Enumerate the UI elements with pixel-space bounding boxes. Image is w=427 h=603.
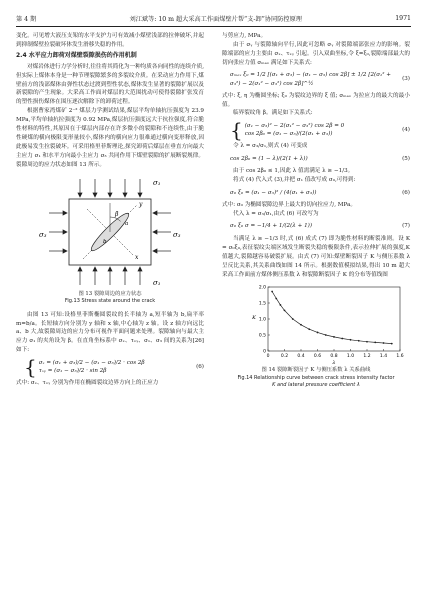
equation-4-number: (4): [402, 126, 410, 133]
sigma3-label-left: σ₃: [39, 230, 47, 239]
chart-frame: [268, 287, 400, 351]
data-point: [358, 340, 360, 342]
right-column: [222, 32, 410, 390]
equation-5: cos 2β₀ = (1 − λ)/(2(1 + λ)): [230, 155, 308, 162]
equation-4b: cos 2β₀ = (σ₁ − σ₃)/(2(σ₁ + σ₃)): [244, 130, 333, 137]
figure-14-caption-en-1: Fig.14 Relationship curve between crack stress intensity factor: [237, 374, 395, 381]
figure-14-caption-cn: 图 14 裂隙断裂因子 K 与侧压系数 λ 关系曲线: [261, 367, 371, 374]
y-tick-label: 0: [263, 350, 266, 356]
data-point: [383, 343, 385, 345]
equation-4-block: { (σ₁ − σ₃)² − 2(σ₁² − σ₃²) cos 2β = 0 cos 2β₀ = (σ₁ − σ₃)/(2(σ₁ + σ₃)) (4): [230, 117, 410, 142]
equation-3-block: [222, 69, 410, 91]
left-paragraph-5: 式中: σₓ、τₓᵧ 分别为作用在椭圆裂纹边界方向上的正应力: [16, 380, 159, 387]
x-tick-label: 1.6: [396, 354, 404, 360]
equation-6a: σₓ = (σ₁ + σ₃)/2 − (σ₁ − σ₃)/2 · cos 2β: [38, 359, 145, 366]
equation-7-block: [222, 220, 410, 234]
figure-13: [16, 173, 204, 311]
section-heading-2-4: 2.4 水平应力卸荷对煤壁裂隙损伤的作用机制: [16, 51, 137, 59]
data-point: [275, 298, 277, 300]
data-point: [374, 342, 376, 344]
semi-minor-label: b: [103, 238, 107, 245]
right-paragraph-10: 当满足 λ ≥ −1/3 时,式 (6) 成式 (7) 即为脆性材料的断裂准则。设 K = σ₀ξ₀,表征裂纹尖端区域发生断裂失稳的极限条件,表示拉伸扩展的强度,K 值越大,裂隙越容易破裂扩展。由式 (7) 可知:煤壁断裂因子 K 与侧压系数 λ 呈反比关系,其关系曲线如图 14 所示。根据数值模拟结果,得出 10 m 超大采高工作面前方煤体侧压系数 λ 和裂隙断裂因子 K 的分布等值线图: [222, 235, 410, 278]
equation-3-number: (3): [402, 76, 410, 83]
x-tick-label: 0.4: [297, 354, 305, 360]
x-tick-label: 1.2: [363, 354, 371, 360]
data-point: [279, 304, 281, 306]
data-point: [333, 336, 335, 338]
y-tick-label: 0.5: [258, 334, 266, 340]
data-point: [284, 310, 286, 312]
data-point: [271, 291, 273, 293]
crack-stress-diagram: [35, 173, 185, 291]
equation-5-block: [222, 152, 410, 166]
equation-6-block: { σₓ = (σ₁ + σ₃)/2 − (σ₁ − σ₃)/2 · cos 2β τₓᵧ = (σ₁ − σ₃)/2 · sin 2β (6): [24, 354, 204, 379]
figure-14-caption-en-2: K and lateral pressure coefficient λ: [272, 382, 360, 389]
left-paragraph-4: 由图 13 可知:设格里菲斯椭圆裂纹的长半轴为 a,短半轴为 b,扁平率 m=b/a。长短轴方向分别为 y 轴和 x 轴,中心轴为 z 轴。设 z 轴方向远比 a、b 大,故裂隙周边的应力分布可视作平面问题来处理。裂隙轴向与最大主应力 σ₁ 的夹角设为 β。在直角坐标系中 σₓ、τₓᵧ、σ₁、σ₃ 间的关系为[26]如下:: [16, 311, 204, 354]
right-paragraph-9: 代入 λ = σ₃/σ₁,由式 (6) 可改写为: [233, 210, 319, 217]
x-tick-label: 1.4: [379, 354, 388, 360]
right-paragraph-2: 由于 σᵧ 与裂隙轴向平行,因此可忽略 σᵧ 对裂隙端部张应力的影响。裂隙端部的应力主要由 σₓ、τₓᵧ 引起。引入双曲坐标,令 ξ=ξ₀,裂隙端部最大的切向张应力值 σₘₐₓ 满足如下关系式:: [222, 41, 410, 66]
issue-number: 第 4 期: [16, 15, 37, 23]
sigma3-right-arrows: [153, 211, 171, 253]
header-rule: [16, 26, 411, 27]
equation-4a: (σ₁ − σ₃)² − 2(σ₁² − σ₃²) cos 2β = 0: [244, 122, 345, 129]
data-point: [308, 329, 310, 331]
right-paragraph-8: 式中: σ₀ 为椭圆裂隙边界上最大的切向拉应力, MPa。: [222, 202, 356, 209]
y-axis-label: K: [252, 315, 256, 322]
x-tick-label: 0: [266, 354, 270, 360]
series-line: [272, 292, 392, 344]
equation-6r: σ₀ ξ₀ = (σ₁ − σ₃)² / (4(σ₁ + σ₃)): [230, 189, 317, 196]
page-number: 1971: [395, 14, 411, 22]
right-paragraph-4: 临界裂纹角 β。满足如下关系式:: [233, 110, 313, 117]
figure-14: [222, 281, 410, 367]
x-tick-label: 0.6: [313, 354, 322, 360]
equation-6r-block: [222, 186, 410, 200]
y-axis-label: y: [139, 200, 143, 208]
sigma1-label-top: σ₁: [153, 178, 161, 187]
left-paragraph-1: 变化。可见增大液压支架的水平支护力可有效减小煤壁浅部的拉伸破坏,并起到抑制煤壁拉裂破坏体发生滑移失稳的作用。: [16, 33, 204, 48]
data-point: [366, 341, 368, 343]
right-paragraph-5: 令 λ = σ₃/σ₁,则式 (4) 可变成: [233, 143, 308, 150]
equation-7: σ₀ ξ₀ σ = −1/4 + 1/(2(λ + 1)): [230, 223, 313, 230]
right-paragraph-6: 由于 cos 2β₀ ≤ 1,因此 λ 值需满足 λ ≥ −1/3。: [233, 168, 354, 175]
data-point: [341, 338, 343, 340]
beta-label: β: [115, 210, 119, 218]
sigma1-label-bottom: σ₁: [153, 278, 161, 287]
y-tick-label: 1.0: [258, 318, 266, 324]
running-header: [16, 12, 411, 24]
k-lambda-chart: [222, 281, 410, 367]
sigma1-top-arrows: [78, 179, 142, 197]
equation-6r-number: (6): [402, 189, 410, 196]
running-title: 刘江斌等: 10 m 超大采高工作面煤壁片帮“支-卸”协同防控原理: [129, 15, 302, 23]
x-tick-label: 0.8: [330, 354, 338, 360]
x-axis-label: x: [135, 253, 139, 261]
equation-5-number: (5): [402, 155, 410, 162]
sigma3-label-right: σ₃: [173, 230, 181, 239]
data-point: [317, 332, 319, 334]
left-paragraph-3: 根据曹家湾煤矿 2⁻² 煤层力学测试结果,煤层平均单轴抗压强度为 23.9 MPa,平均单轴抗拉强度为 0.92 MPa,煤层抗压强度远大于抗拉强度,符合脆性材料的特性,其原因在于煤层内部存在许多微小的裂隙和不连续性,由于脆性硬煤的横向极限变形量较小,煤体内的横向应力很难通过横向变形释放,因此极易发生拉裂破坏。可采用格里菲斯理论,探究卸荷后煤层在垂直方向最大主应力 σ₁ 和水平方向最小主应力 σ₃ 共同作用下煤壁裂隙的扩展断裂规律。裂隙周边的应力状态如图 13 所示。: [16, 108, 204, 168]
data-point: [292, 319, 294, 321]
y-tick-label: 2.0: [258, 286, 266, 292]
left-column: [16, 32, 204, 388]
right-paragraph-7: 将式 (4) 代入式 (3),并把 σ₁ 值改写成 σ₀,可得到:: [233, 177, 356, 184]
figure-13-caption-en: Fig.13 Stress state around the crack: [64, 298, 156, 304]
right-paragraph-1: 与剪应力, MPa。: [222, 33, 267, 39]
left-paragraph-2: 对煤岩体进行力学分析时,往往将其简化为一种均质各向同性的连续介质,但实际上煤体本身是一种节理裂隙繁多的多裂纹介质。在采动应力作用下,煤壁前方的浅部煤体由弹性状态过渡到塑性状态,煤体发生显著的裂隙扩展以及新裂隙的产生现象。大采高工作面对煤层的大范围扰动可使得裂隙扩张发育的塑性损伤煤体在围压逐次解除下的卸荷过程。: [16, 63, 204, 106]
x-tick-label: 0.2: [280, 354, 289, 360]
sigma3-left-arrows: [49, 211, 67, 253]
sigma1-bottom-arrows: [78, 267, 142, 285]
data-point: [325, 335, 327, 337]
equation-6b: τₓᵧ = (σ₁ − σ₃)/2 · sin 2β: [38, 367, 107, 374]
equation-7-number: (7): [402, 223, 410, 230]
data-point: [300, 324, 302, 326]
data-point: [391, 343, 393, 345]
x-tick-label: 1.0: [346, 354, 355, 360]
y-tick-label: 1.5: [258, 302, 266, 308]
right-paragraph-3: 式中: ξ, η 为椭圆坐标; ξ₀ 为裂纹边界的 ξ 值; σₘₐₓ 为拉应力的最大的最小值。: [222, 92, 410, 108]
figure-13-caption-cn: 图 13 裂隙周边的应力状态: [78, 290, 142, 297]
equation-6-number: (6): [196, 363, 204, 370]
data-point: [350, 339, 352, 341]
x-axis-label: λ: [332, 360, 336, 367]
equation-3: σₘₐₓ ξ₀ = 1/2 [(σ₁ + σ₃) − (σ₁ − σ₃) cos 2β] ± 1/2 [2(σ₁² + σ₃²) − 2(σ₁² − σ₃²) cos 2β]^½: [230, 71, 391, 87]
semi-major-label: a: [125, 220, 129, 227]
